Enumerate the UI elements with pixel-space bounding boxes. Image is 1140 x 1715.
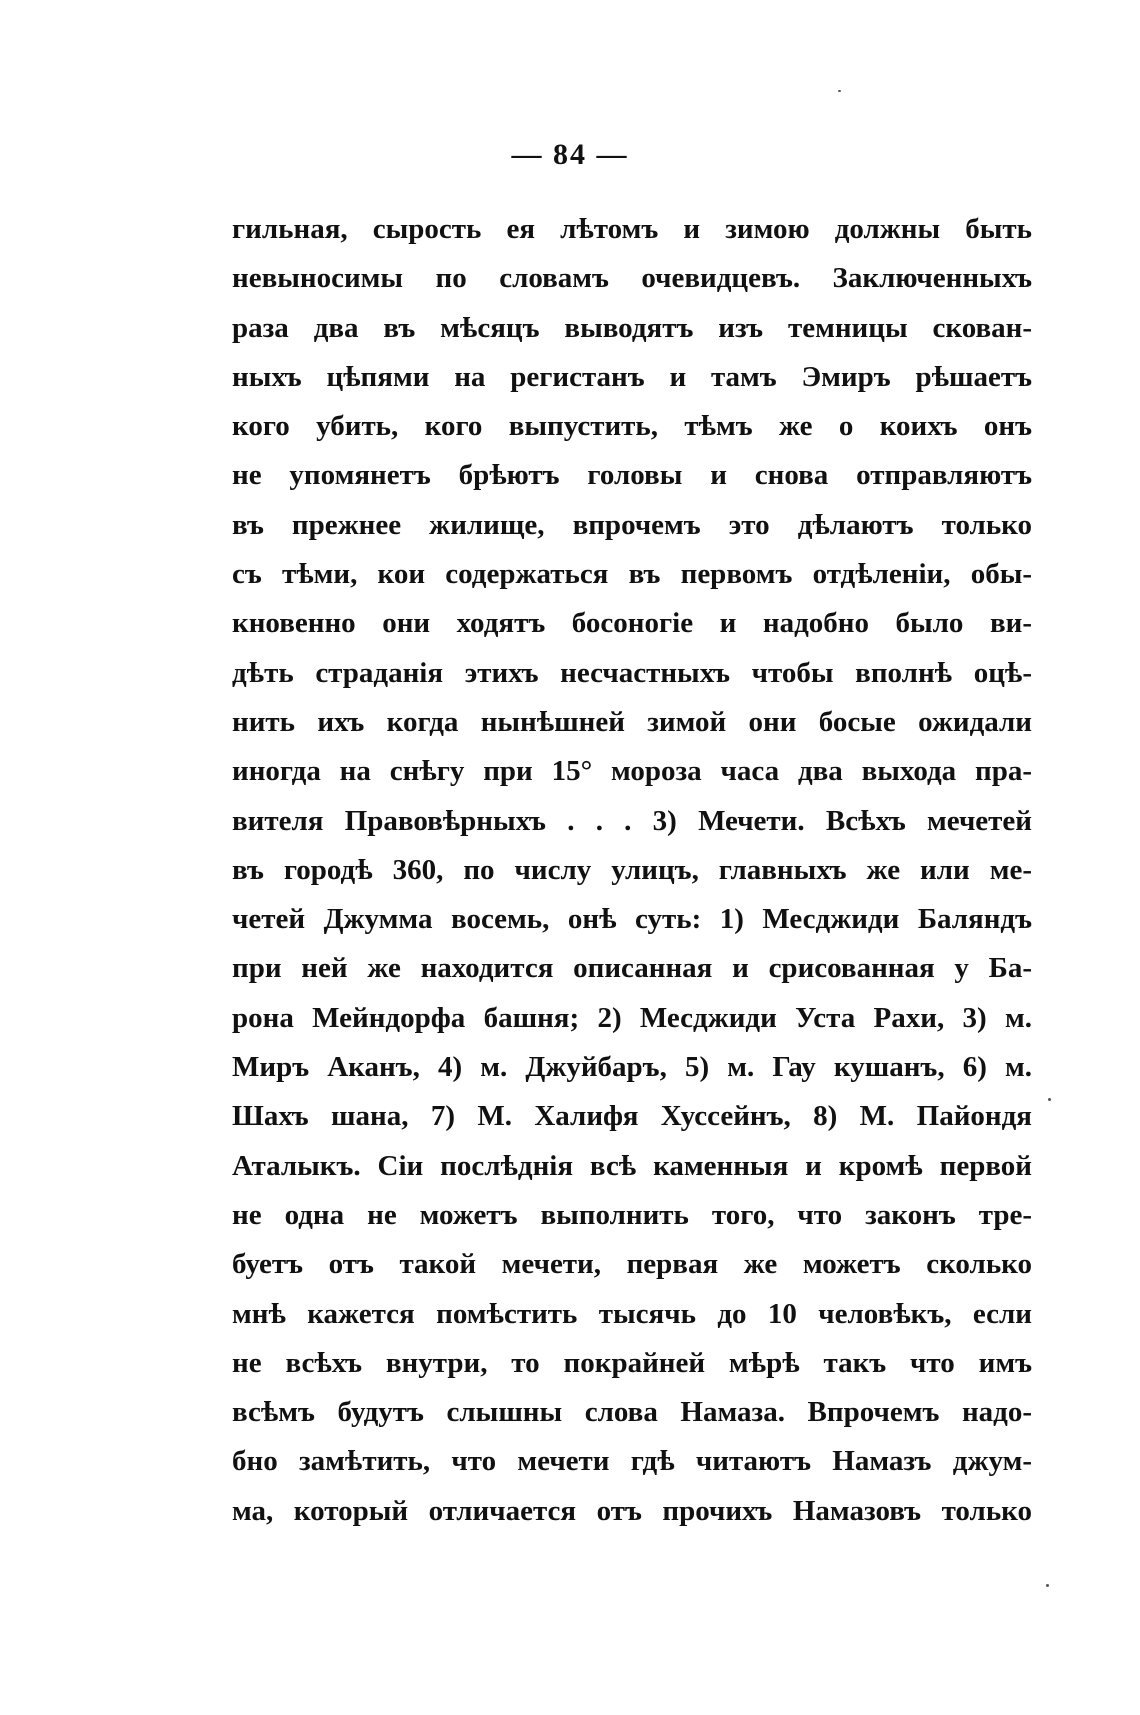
text-line: въ прежнее жилище, впрочемъ это дѣлаютъ только: [232, 508, 1032, 541]
text-line: ныхъ цѣпями на регистанъ и тамъ Эмиръ рѣшаетъ: [232, 360, 1032, 393]
text-line: не упомянетъ брѣютъ головы и снова отправляютъ: [232, 459, 1032, 492]
body-text: [232, 205, 1032, 1536]
text-line: рона Мейндорфа башня; 2) Месджиди Уста Рахи, 3) м.: [232, 1001, 1032, 1034]
text-line: буетъ отъ такой мечети, первая же можетъ сколько: [232, 1248, 1032, 1281]
scan-speck: [1048, 1098, 1051, 1101]
text-line: ма, который отличается отъ прочихъ Намазовъ только: [232, 1494, 1032, 1527]
text-line: не всѣхъ внутри, то покрайней мѣрѣ такъ что имъ: [232, 1346, 1032, 1379]
text-line: вителя Правовѣрныхъ . . . 3) Мечети. Всѣхъ мечетей: [232, 804, 1032, 837]
text-line: всѣмъ будутъ слышны слова Намаза. Впрочемъ надо-: [232, 1396, 1032, 1429]
text-line: иногда на снѣгу при 15° мороза часа два выхода пра-: [232, 755, 1032, 788]
text-line: дѣть страданія этихъ несчастныхъ чтобы вполнѣ оцѣ-: [232, 656, 1032, 689]
text-line: съ тѣми, кои содержаться въ первомъ отдѣленіи, обы-: [232, 558, 1032, 591]
text-line: нить ихъ когда нынѣшней зимой они босые ожидали: [232, 705, 1032, 738]
text-line: въ городѣ 360, по числу улицъ, главныхъ же или ме-: [232, 853, 1032, 886]
text-line: Шахъ шана, 7) М. Халифя Хуссейнъ, 8) М. Пайондя: [232, 1100, 1032, 1133]
text-line: бно замѣтить, что мечети гдѣ читаютъ Намазъ джум-: [232, 1445, 1032, 1478]
text-line: Миръ Аканъ, 4) м. Джуйбаръ, 5) м. Гау кушанъ, 6) м.: [232, 1051, 1032, 1084]
text-line: Аталыкъ. Сіи послѣднія всѣ каменныя и кромѣ первой: [232, 1149, 1032, 1182]
text-line: не одна не можетъ выполнить того, что законъ тре-: [232, 1198, 1032, 1231]
text-line: гильная, сырость ея лѣтомъ и зимою должны быть: [232, 213, 1032, 245]
scan-speck: [838, 90, 841, 92]
text-line: мнѣ кажется помѣстить тысячь до 10 человѣкъ, если: [232, 1297, 1032, 1330]
text-line: кого убить, кого выпустить, тѣмъ же о коихъ онъ: [232, 410, 1032, 443]
text-line: невыносимы по словамъ очевидцевъ. Заключенныхъ: [232, 262, 1032, 295]
text-line: кновенно они ходятъ босоногіе и надобно было ви-: [232, 607, 1032, 640]
text-line: при ней же находится описанная и срисованная у Ба-: [232, 952, 1032, 985]
text-line: четей Джумма восемь, онѣ суть: 1) Месджиди Баляндъ: [232, 903, 1032, 936]
scan-speck: [1046, 1584, 1049, 1587]
page-number: — 84 —: [511, 138, 629, 171]
text-line: раза два въ мѣсяцъ выводятъ изъ темницы скован-: [232, 311, 1032, 344]
